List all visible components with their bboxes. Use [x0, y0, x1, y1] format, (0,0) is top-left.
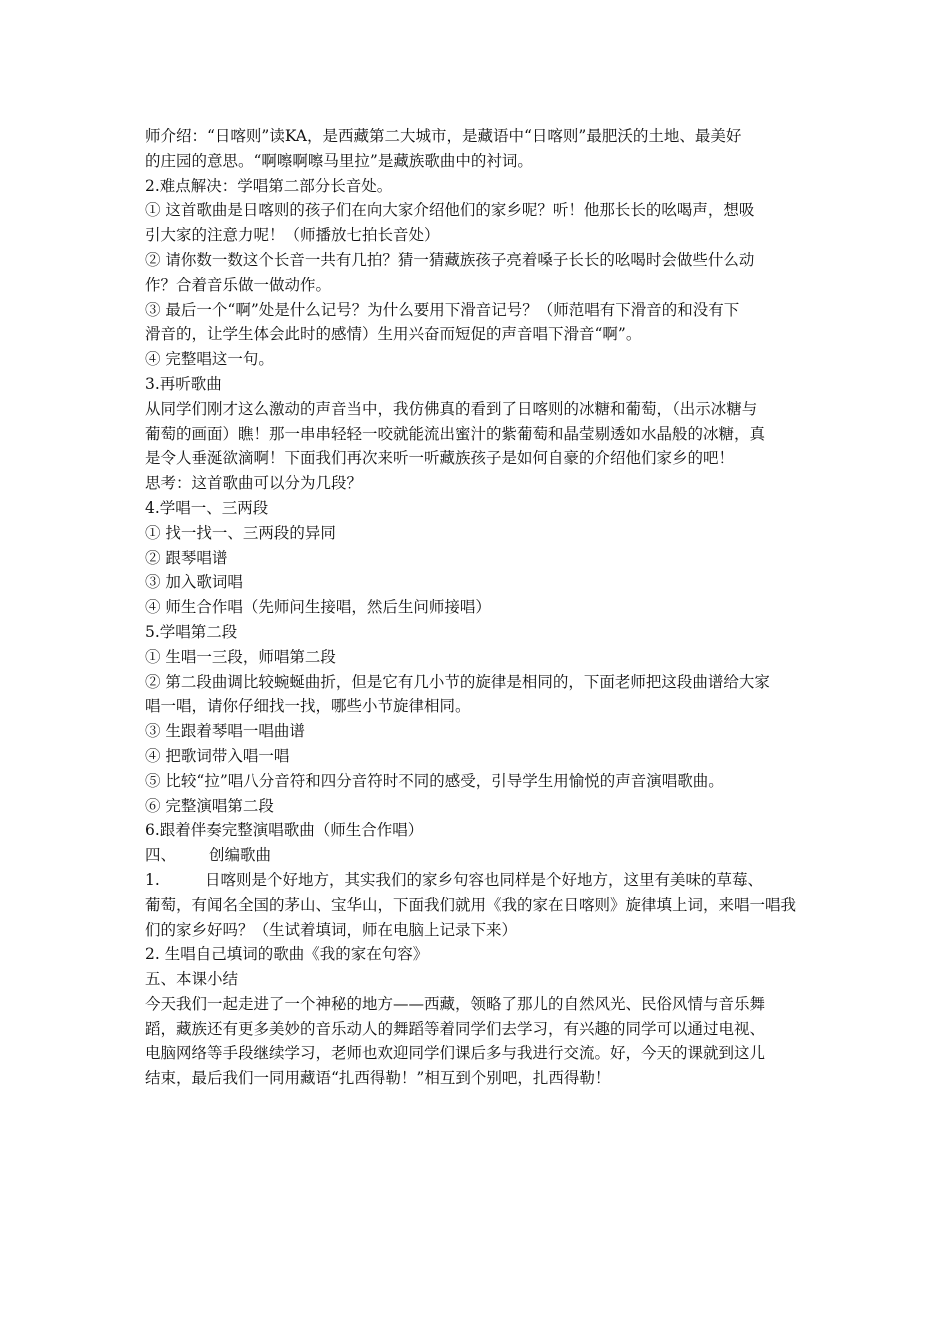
- section-heading: 3.再听歌曲: [145, 374, 222, 393]
- item-text: 日喀则是个好地方，其实我们的家乡句容也同样是个好地方，这里有美味的草莓、: [205, 870, 764, 889]
- paragraph-line: 们的家乡好吗？（生试着填词，师在电脑上记录下来）: [145, 920, 518, 939]
- item-number: 1.: [145, 870, 160, 889]
- list-item: ② 第二段曲调比较蜿蜒曲折，但是它有几小节的旋律是相同的，下面老师把这段曲谱给大家: [145, 672, 770, 691]
- paragraph-line: 从同学们刚才这么激动的声音当中，我仿佛真的看到了日喀则的冰糖和葡萄，（出示冰糖与: [145, 399, 758, 418]
- numbered-item: 2. 生唱自己填词的歌曲《我的家在句容》: [145, 945, 429, 964]
- list-item: ⑥ 完整演唱第二段: [145, 796, 274, 815]
- section-title: 创编歌曲: [209, 846, 272, 865]
- list-item: ④ 把歌词带入唱一唱: [145, 746, 290, 765]
- section-heading-4: [145, 843, 813, 868]
- list-item: ④ 师生合作唱（先师问生接唱，然后生问师接唱）: [145, 598, 491, 617]
- list-item: ② 请你数一数这个长音一共有几拍？猜一猜藏族孩子亮着嗓子长长的吆喝时会做些什么动: [145, 250, 755, 269]
- paragraph-line: 是令人垂涎欲滴啊！下面我们再次来听一听藏族孩子是如何自豪的介绍他们家乡的吧！: [145, 449, 735, 468]
- section-heading: 2.难点解决：学唱第二部分长音处。: [145, 176, 393, 195]
- paragraph-line: 作？合着音乐做一做动作。: [145, 275, 332, 294]
- list-item: ③ 生跟着琴唱一唱曲谱: [145, 722, 305, 741]
- paragraph-line: 葡萄，有闻名全国的茅山、宝华山，下面我们就用《我的家在日喀则》旋律填上词，来唱一唱我: [145, 895, 797, 914]
- paragraph-line: 结束，最后我们一同用藏语“扎西得勒！”相互到个别吧，扎西得勒！: [145, 1069, 611, 1088]
- paragraph-line: 今天我们一起走进了一个神秘的地方——西藏，领略了那儿的自然风光、民俗风情与音乐舞: [145, 994, 766, 1013]
- paragraph-line: 葡萄的画面）瞧！那一串串轻轻一咬就能流出蜜汁的紫葡萄和晶莹剔透如水晶般的冰糖，真: [145, 424, 766, 443]
- section-heading: 4.学唱一、三两段: [145, 498, 269, 517]
- numbered-item: [145, 868, 813, 893]
- list-item: ⑤ 比较“拉”唱八分音符和四分音符时不同的感受，引导学生用愉悦的声音演唱歌曲。: [145, 771, 724, 790]
- section-heading: 五、本课小结: [145, 970, 239, 989]
- document-body: [145, 124, 813, 1091]
- paragraph-line: 思考：这首歌曲可以分为几段？: [145, 474, 363, 493]
- paragraph-line: 电脑网络等手段继续学习，老师也欢迎同学们课后多与我进行交流。好，今天的课就到这儿: [145, 1044, 766, 1063]
- section-heading: 6.跟着伴奏完整演唱歌曲（师生合作唱）: [145, 821, 424, 840]
- list-item: ① 这首歌曲是日喀则的孩子们在向大家介绍他们的家乡呢？听！他那长长的吆喝声，想吸: [145, 201, 755, 220]
- paragraph-line: 的庄园的意思。“啊嚓啊嚓马里拉”是藏族歌曲中的衬词。: [145, 151, 533, 170]
- paragraph-line: 引大家的注意力呢！（师播放七拍长音处）: [145, 226, 440, 245]
- list-item: ③ 加入歌词唱: [145, 573, 243, 592]
- paragraph-line: 蹈，藏族还有更多美妙的音乐动人的舞蹈等着同学们去学习，有兴趣的同学可以通过电视、: [145, 1019, 766, 1038]
- paragraph-line: 唱一唱，请你仔细找一找，哪些小节旋律相同。: [145, 697, 471, 716]
- list-item: ① 生唱一三段，师唱第二段: [145, 647, 336, 666]
- list-item: ④ 完整唱这一句。: [145, 350, 274, 369]
- paragraph-line: 滑音的，让学生体会此时的感情）生用兴奋而短促的声音唱下滑音“啊”。: [145, 325, 642, 344]
- list-item: ③ 最后一个“啊”处是什么记号？为什么要用下滑音记号？（师范唱有下滑音的和没有下: [145, 300, 740, 319]
- list-item: ① 找一找一、三两段的异同: [145, 523, 336, 542]
- section-heading: 5.学唱第二段: [145, 622, 238, 641]
- section-number: 四、: [145, 846, 177, 865]
- paragraph-line: 师介绍：“日喀则”读KA，是西藏第二大城市，是藏语中“日喀则”最肥沃的土地、最美好: [145, 127, 742, 145]
- list-item: ② 跟琴唱谱: [145, 548, 228, 567]
